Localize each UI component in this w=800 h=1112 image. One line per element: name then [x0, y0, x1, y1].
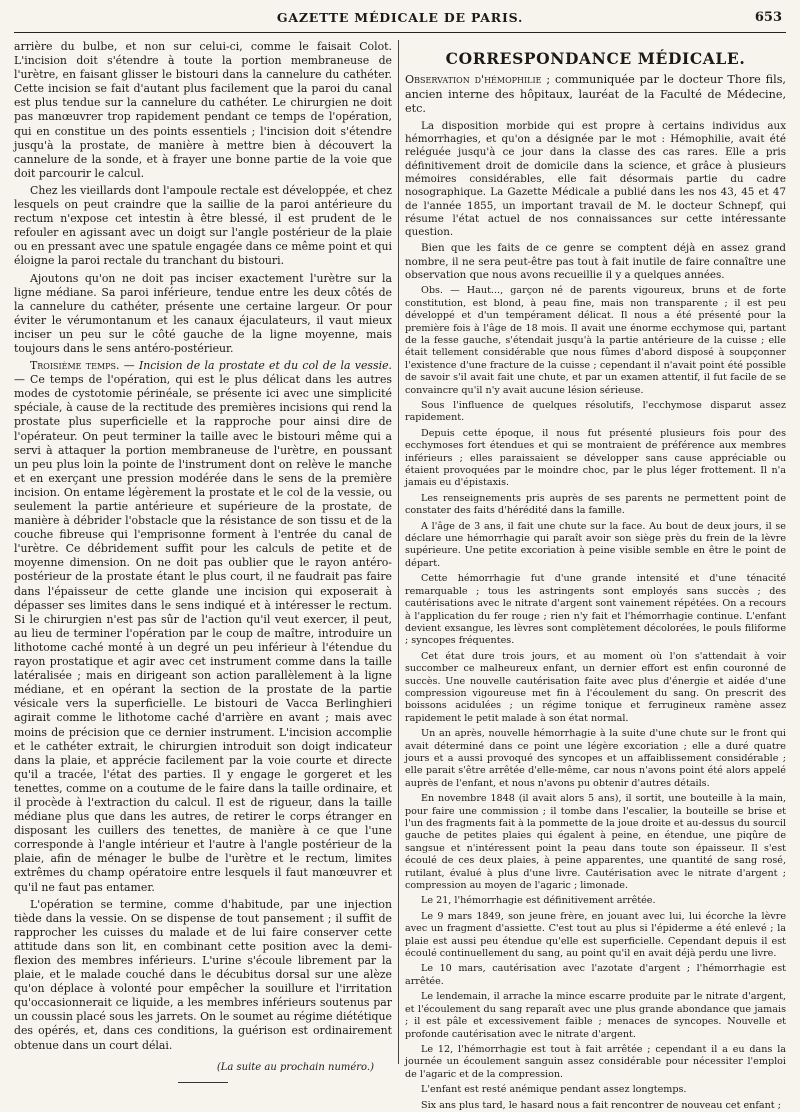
- paragraph: Les renseignements pris auprès de ses parents ne permettent point de constater des faits d'hérédité dans la famille.: [405, 492, 786, 517]
- paragraph: Obs. — Haut..., garçon né de parents vigoureux, bruns et de forte constitution, est blond, à peau fine, mais non transparente ; il est peu développé et d'un tempérament délicat. Il nous a été présenté pour la première fois à l'âge de 18 mois. Il avait une énorme ecchymose qui, partant de la fesse gauche, s'étendait jusqu'à la partie antérieure de la cuisse ; elle était tellement considérable que nous fûmes d'abord disposé à soupçonner l'existence d'une fracture de la cuisse ; cependant il n'avait point été possible de savoir s'il avait fait une chute, et par un examen attentif, il fut facile de se convaincre qu'il n'y avait aucune lésion sérieuse.: [405, 285, 786, 396]
- paragraph: Chez les vieillards dont l'ampoule rectale est développée, et chez lesquels on peut craindre que la saillie de la paroi antérieure du rectum n'expose cet intestin à être blessé, il est prudent de le refouler en agissant avec un doigt sur l'angle postérieur de la plaie ou en pressant avec une spatule engagée dans ce même point et qui éloigne la paroi rectale du tranchant du bistouri.: [14, 183, 392, 268]
- paragraph: En novembre 1848 (il avait alors 5 ans), il sortit, une bouteille à la main, pour faire une commission ; il tombe dans l'escalier, la bouteille se brise et l'un des fragments fait à la pommette de la joue droite et au-dessus du sourcil gauche de petites plaies qui égalent à peine, en étendue, une piqûre de sangsue et n'intéressent point la peau dans toute son épaisseur. Il s'est écoulé de ces deux plaies, à peine apparentes, une quantité de sang rosé, rutilant, évalué à plus d'une livre. Cautérisation avec le nitrate d'argent ; compression au moyen de l'agaric ; limonade.: [405, 793, 786, 892]
- paragraph: Le 21, l'hémorrhagie est définitivement arrêtée.: [421, 895, 656, 907]
- paragraph: Bien que les faits de ce genre se comptent déjà en assez grand nombre, il ne sera peut-être pas tout à fait inutile de faire connaître une observation que nous avons recueillie il y a quelques années.: [405, 242, 786, 282]
- section-title: CORRESPONDANCE MÉDICALE.: [445, 49, 746, 68]
- paragraph: Le 10 mars, cautérisation avec l'azotate d'argent ; l'hémorrhagie est arrêtée.: [405, 963, 786, 987]
- paragraph: A l'âge de 3 ans, il fait une chute sur la face. Au bout de deux jours, il se déclare une hémorrhagie qui paraît avoir son siège près du frein de la lèvre supérieure. Une petite excoriation à peine visible semble en être le point de départ.: [405, 520, 786, 569]
- paragraph: Un an après, nouvelle hémorrhagie à la suite d'une chute sur le front qui avait déterminé dans ce point une légère excoriation ; elle a duré quatre jours et a aussi provoqué des syncopes et un affaiblissement considérable ; elle parait s'être arrêtée d'elle-même, car nous n'avons point été alors appelé auprès de l'enfant, et nous n'avons pu obtenir d'autres détails.: [405, 728, 786, 789]
- paragraph: Le 12, l'hémorrhagie est tout à fait arrêtée ; cependant il a eu dans la journée un écoulement sanguin assez considérable pour nécessiter l'emploi de l'agaric et de la compression.: [405, 1043, 786, 1080]
- paragraph-text: Ce temps de l'opération, qui est le plus délicat dans les autres modes de cystotomie périnéale, se présente ici avec une simplicité spéciale, à cause de la rectitude des premières incisions qui rend la prostate plus superficielle et la rapproche pour ainsi dire de l'opérateur. On peut terminer la taille avec le bistouri même qui a servi à attaquer la portion membraneuse de l'urètre, en poussant un peu plus loin la pointe de l'instrument dont on relève le manche et en exerçant une pression modérée dans le sens de la première incision. On entame légèrement la prostate et le col de la vessie, ou seulement la partie antérieure et supérieure de la prostate, de manière à débrider l'obstacle que la résistance de son tissu et de la couche fibreuse qui l'emprisonne forment à l'entrée du canal de l'urètre. Ce débridement suffit pour les calculs de petite et de moyenne dimension. On ne doit pas oublier que le rayon antéro-postérieur de la prostate étant le plus court, il ne faudrait pas faire dans l'épaisseur de cette glande une incision qui exposerait à dépasser ses limites dans le sens indiqué et à intéresser le rectum. Si le chirurgien n'est pas sûr de l'action qu'il veut exercer, il peut, au lieu de terminer l'opération par le coup de maître, introduire un lithotome caché monté à un degré un peu inférieur à l'étendue du rayon prostatique et agir avec cet instrument comme dans la taille latéralisée ; mais en dirigeant son action parallèlement à la ligne médiane, et en opérant la section de la prostate de la partie vésicale vers la superficielle. Le bistouri de Vacca Berlinghieri agirait comme le lithotome caché d'arrière en avant ; mais avec moins de précision que ce dernier instrument. L'incision accomplie et le cathéter extrait, le chirurgien introduit son doigt indicateur dans la plaie, et apprécie facilement par la voie courte et directe qu'il a tracée, l'état des parties. Il y engage le gorgeret et les tenettes, comme on a coutume de le faire dans la taille ordinaire, et il procède à l'extraction du calcul. Il est de rigueur, dans la taille médiane plus que dans les autres, de retirer le corps étranger en disposant les cuillers des tenettes, de manière à ce que l'une corresponde à l'angle intérieur et l'autre à l'angle postérieur de la plaie, afin de ménager le bulbe de l'urètre et le rectum, limites extrêmes du champ opératoire entre lesquels il faut manœuvrer et qu'il ne faut pas entamer.: [14, 373, 392, 894]
- section-subtitle: — Incision de la prostate et du col de la vessie. —: [14, 359, 392, 387]
- paragraph: Le 9 mars 1849, son jeune frère, en jouant avec lui, lui écorche la lèvre avec un fragment d'assiette. C'est tout au plus si l'épiderme a été enlevé ; la plaie est aussi peu étendue qu'elle est superficielle. Cependant depuis il est écoulé continuellement du sang, au point qu'il en avait déjà perdu une livre.: [405, 910, 786, 960]
- observation-heading: [405, 73, 786, 117]
- right-column: [405, 40, 786, 1111]
- page-header: [14, 6, 786, 33]
- page-number: 653: [754, 10, 782, 25]
- paragraph-troisieme-temps: [14, 359, 392, 895]
- paragraph: Six ans plus tard, le hasard nous a fait rencontrer de nouveau cet enfant ;: [421, 1099, 781, 1111]
- section-label: Troisième temps.: [30, 359, 120, 373]
- column-divider: [398, 40, 399, 1064]
- observation-intro: ; communiquée par le docteur Thore fils, ancien interne des hôpitaux, lauréat de la Faculté de Médecine, etc.: [405, 73, 786, 116]
- paragraph: Le lendemain, il arrache la mince escarre produite par le nitrate d'argent, et l'écoulement du sang reparaît avec une plus grande abondance que jamais ; il est pâle et excessivement faible ; menaces de syncopes. Nouvelle et profonde cautérisation avec le nitrate d'argent.: [405, 991, 786, 1040]
- separator-line: [178, 1082, 228, 1083]
- observation-label: Observation d'hémophilie: [405, 73, 542, 87]
- journal-title: GAZETTE MÉDICALE DE PARIS.: [276, 10, 524, 25]
- paragraph: Depuis cette époque, il nous fut présenté plusieurs fois pour des ecchymoses fort étendues et qui se montraient de préférence aux membres inférieurs ; elles paraissaient se développer sans cause appréciable ou étaient provoquées par le moindre choc, par le plus léger frottement. Il n'a jamais eu d'épistaxis.: [405, 427, 786, 489]
- paragraph: Sous l'influence de quelques résolutifs, l'ecchymose disparut assez rapidement.: [405, 400, 786, 424]
- continued-note: (La suite au prochain numéro.): [216, 1061, 374, 1073]
- paragraph: L'enfant est resté anémique pendant assez longtemps.: [421, 1084, 687, 1096]
- left-column: [14, 40, 392, 1073]
- paragraph: L'opération se termine, comme d'habitude, par une injection tiède dans la vessie. On se dispense de tout pansement ; il suffit de rapprocher les cuisses du malade et de lui faire conserver cette attitude dans son lit, en combinant cette position avec la demi-flexion des membres inférieurs. L'urine s'écoule librement par la plaie, et le malade couché dans le décubitus dorsal sur une alèze qu'on déplace à volonté pour empêcher la souillure et l'irritation qu'occasionnerait ce liquide, a les membres inférieurs soutenus par un coussin placé sous les jarrets. On le soumet au régime diététique des opérés, et, dans ces conditions, la guérison est ordinairement obtenue dans un court délai.: [14, 897, 392, 1052]
- paragraph: Ajoutons qu'on ne doit pas inciser exactement l'urètre sur la ligne médiane. Sa paroi inférieure, tendue entre les deux côtés de la cannelure du cathéter, présente une certaine largeur. Or pour éviter le vérumontanum et les canaux éjaculateurs, il vaut mieux inciser un peu sur le côté gauche de la ligne moyenne, mais toujours dans le sens antéro-postérieur.: [14, 271, 392, 355]
- paragraph: Cette hémorrhagie fut d'une grande intensité et d'une ténacité remarquable ; tous les astringents sont employés sans succès ; des cautérisations avec le nitrate d'argent sont vainement répétées. On a recours à l'application du fer rouge ; rien n'y fait et l'hémorrhagie continue. L'enfant devient exsangue, les lèvres sont complètement décolorées, le pouls filiforme ; syncopes fréquentes.: [405, 573, 786, 647]
- paragraph: Cet état dure trois jours, et au moment où l'on s'attendait à voir succomber ce malheureux enfant, un dernier effort est enfin couronné de succès. Une nouvelle cautérisation faite avec plus d'énergie et aidée d'une compression vigoureuse met fin à l'écoulement du sang. On prescrit des boissons acidulées ; un régime tonique et ferrugineux ramène assez rapidement le petit malade à son état normal.: [405, 650, 786, 724]
- paragraph: La disposition morbide qui est propre à certains individus aux hémorrhagies, et qu'on a désignée par le mot : Hémophilie, avait été reléguée jusqu'à ce jour dans la classe des cas rares. Elle a pris définitivement droit de domicile dans la science, et grâce à plusieurs mémoires considérables, elle fait désormais partie du cadre nosographique. La Gazette Médicale a publié dans les nos 43, 45 et 47 de l'année 1855, un important travail de M. le docteur Schnepf, qui résume l'état actuel de nos connaissances sur cette intéressante question.: [405, 119, 786, 239]
- paragraph: arrière du bulbe, et non sur celui-ci, comme le faisait Colot. L'incision doit s'étendre à toute la portion membraneuse de l'urètre, en faisant glisser le bistouri dans la cannelure du cathéter. Cette incision se fait d'autant plus facilement que la paroi du canal est plus tendue sur la cannelure du cathéter. Le chirurgien ne doit pas manœuvrer trop rapidement pendant ce temps de l'opération, qui en constitue un des points essentiels ; l'incision doit s'étendre jusqu'à la prostate, de manière à mettre bien à découvert la cannelure de la sonde, et à frayer une bonne partie de la voie que doit parcourir le calcul.: [14, 40, 392, 180]
